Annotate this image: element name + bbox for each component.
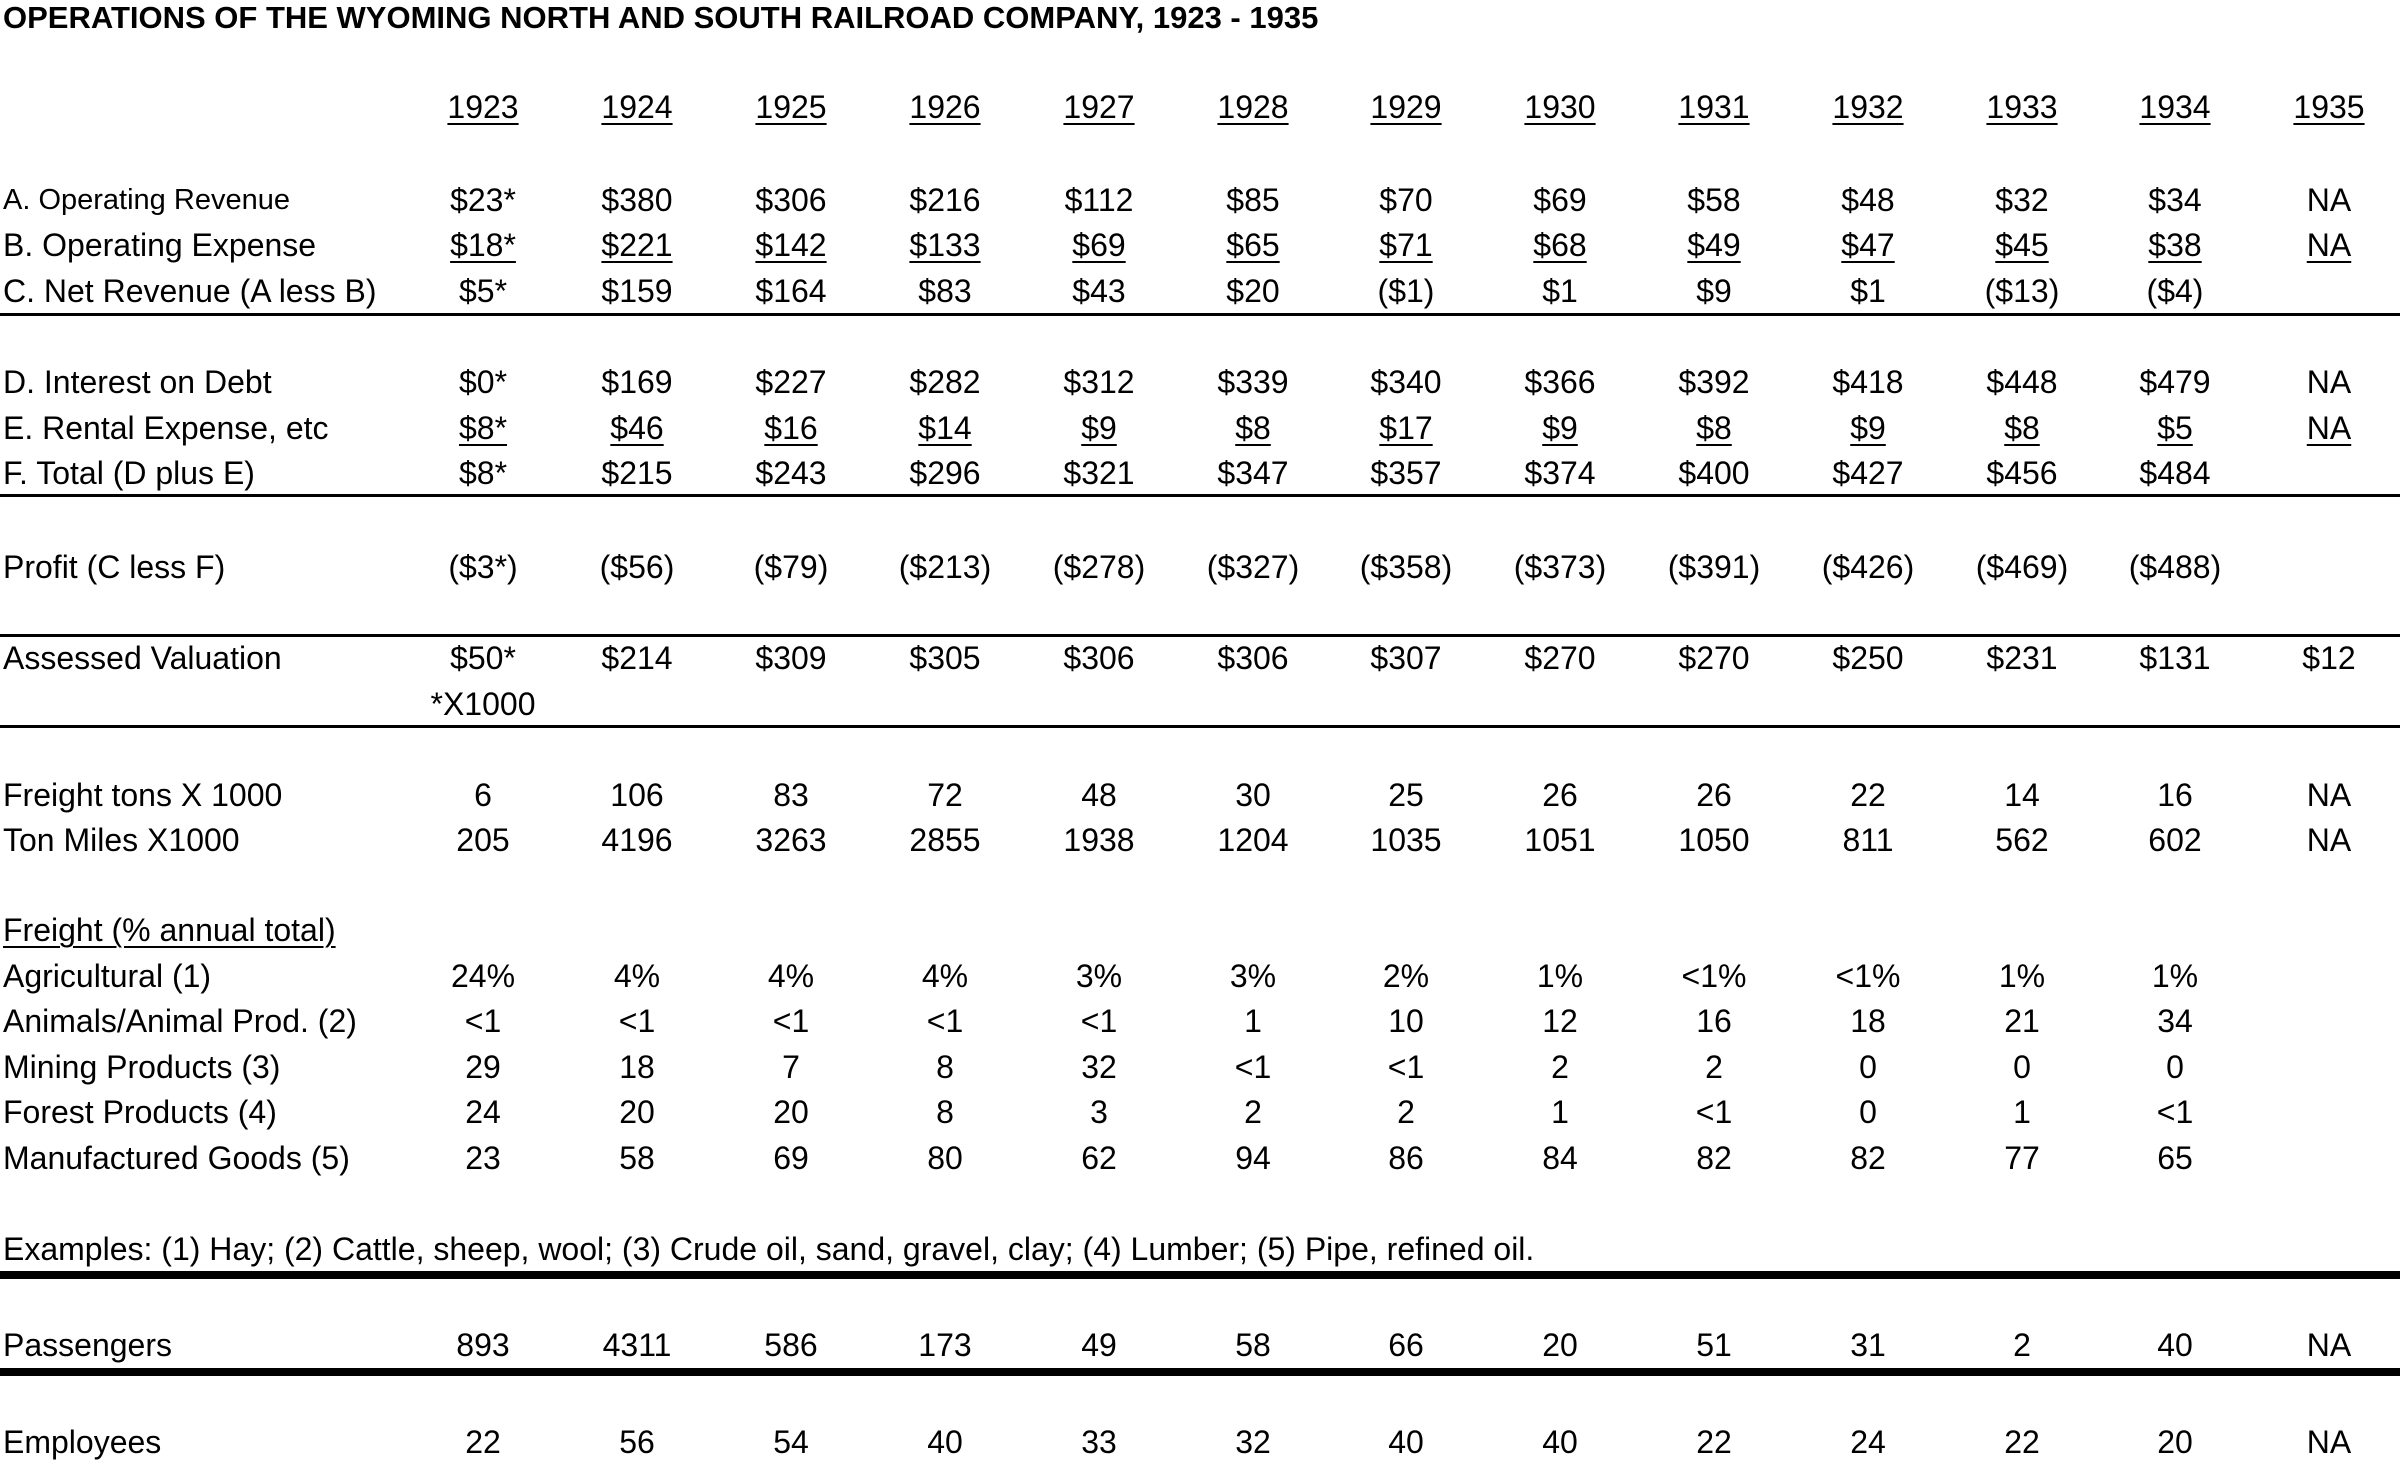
cell-passengers-1928: 58 bbox=[1235, 1327, 1271, 1363]
cell-total_d_e-1928: $347 bbox=[1217, 455, 1289, 491]
cell-animals-1925: <1 bbox=[772, 1003, 810, 1039]
cell-employees-1931: 22 bbox=[1696, 1424, 1732, 1460]
row-label-passengers: Passengers bbox=[3, 1327, 172, 1363]
cell-assessed_valuation-1934: $131 bbox=[2139, 640, 2211, 676]
cell-agricultural-1932: <1% bbox=[1835, 958, 1901, 994]
cell-agricultural-1923: 24% bbox=[450, 958, 516, 994]
cell-forest-1923: 24 bbox=[465, 1094, 501, 1130]
cell-rental_expense-1928: $8 bbox=[1235, 410, 1271, 446]
cell-operating_revenue-1923: $23* bbox=[450, 182, 516, 218]
cell-rental_expense-1923: $8* bbox=[458, 410, 508, 446]
cell-forest-1927: 3 bbox=[1090, 1094, 1108, 1130]
cell-total_d_e-1934: $484 bbox=[2139, 455, 2211, 491]
cell-net_revenue-1933: ($13) bbox=[1984, 273, 2060, 309]
row-label-assessed_valuation: Assessed Valuation bbox=[3, 640, 282, 676]
cell-operating_expense-1934: $38 bbox=[2148, 227, 2202, 263]
cell-forest-1934: <1 bbox=[2156, 1094, 2194, 1130]
cell-profit-1927: ($278) bbox=[1052, 549, 1146, 585]
cell-rental_expense-1924: $46 bbox=[610, 410, 664, 446]
cell-net_revenue-1926: $83 bbox=[918, 273, 972, 309]
year-header-1934: 1934 bbox=[2139, 89, 2211, 125]
cell-rental_expense-1925: $16 bbox=[764, 410, 818, 446]
cell-agricultural-1928: 3% bbox=[1229, 958, 1277, 994]
cell-net_revenue-1929: ($1) bbox=[1377, 273, 1435, 309]
year-header-1932: 1932 bbox=[1832, 89, 1904, 125]
cell-ton_miles-1927: 1938 bbox=[1063, 822, 1135, 858]
cell-operating_expense-1925: $142 bbox=[755, 227, 827, 263]
cell-total_d_e-1927: $321 bbox=[1063, 455, 1135, 491]
cell-freight_tons-1933: 14 bbox=[2004, 777, 2040, 813]
year-header-1926: 1926 bbox=[909, 89, 981, 125]
cell-rental_expense-1926: $14 bbox=[918, 410, 972, 446]
cell-interest_on_debt-1931: $392 bbox=[1678, 364, 1750, 400]
cell-assessed_valuation-1931: $270 bbox=[1678, 640, 1750, 676]
cell-interest_on_debt-1928: $339 bbox=[1217, 364, 1289, 400]
cell-passengers-1926: 173 bbox=[918, 1327, 972, 1363]
cell-ton_miles-1933: 562 bbox=[1995, 822, 2049, 858]
cell-animals-1929: 10 bbox=[1388, 1003, 1424, 1039]
cell-rental_expense-1931: $8 bbox=[1696, 410, 1732, 446]
divider-profit bbox=[0, 634, 2400, 637]
cell-mining-1930: 2 bbox=[1551, 1049, 1569, 1085]
cell-assessed_valuation-1929: $307 bbox=[1370, 640, 1442, 676]
cell-operating_expense-1928: $65 bbox=[1226, 227, 1280, 263]
cell-freight_tons-1931: 26 bbox=[1696, 777, 1732, 813]
cell-forest-1924: 20 bbox=[619, 1094, 655, 1130]
cell-operating_revenue-1933: $32 bbox=[1995, 182, 2049, 218]
cell-animals-1923: <1 bbox=[464, 1003, 502, 1039]
cell-mining-1931: 2 bbox=[1705, 1049, 1723, 1085]
cell-passengers-1929: 66 bbox=[1388, 1327, 1424, 1363]
cell-net_revenue-1923: $5* bbox=[458, 273, 508, 309]
cell-manufactured-1929: 86 bbox=[1388, 1140, 1424, 1176]
cell-manufactured-1925: 69 bbox=[773, 1140, 809, 1176]
cell-operating_revenue-1927: $112 bbox=[1064, 182, 1134, 218]
cell-interest_on_debt-1927: $312 bbox=[1063, 364, 1135, 400]
cell-animals-1932: 18 bbox=[1850, 1003, 1886, 1039]
cell-freight_tons-1924: 106 bbox=[610, 777, 664, 813]
cell-interest_on_debt-1932: $418 bbox=[1832, 364, 1904, 400]
cell-manufactured-1926: 80 bbox=[927, 1140, 963, 1176]
cell-assessed_valuation-1930: $270 bbox=[1524, 640, 1596, 676]
cell-operating_revenue-1932: $48 bbox=[1841, 182, 1895, 218]
cell-freight_tons-1926: 72 bbox=[927, 777, 963, 813]
cell-ton_miles-1929: 1035 bbox=[1370, 822, 1442, 858]
cell-interest_on_debt-1933: $448 bbox=[1986, 364, 2058, 400]
cell-net_revenue-1934: ($4) bbox=[2146, 273, 2204, 309]
divider-examples bbox=[0, 1271, 2400, 1279]
row-label-net_revenue: C. Net Revenue (A less B) bbox=[3, 273, 377, 309]
cell-operating_revenue-1926: $216 bbox=[909, 182, 981, 218]
cell-profit-1931: ($391) bbox=[1667, 549, 1761, 585]
cell-mining-1933: 0 bbox=[2013, 1049, 2031, 1085]
cell-agricultural-1929: 2% bbox=[1382, 958, 1430, 994]
cell-interest_on_debt-1926: $282 bbox=[909, 364, 981, 400]
cell-operating_expense-1932: $47 bbox=[1841, 227, 1895, 263]
cell-operating_expense-1929: $71 bbox=[1379, 227, 1433, 263]
cell-operating_revenue-1929: $70 bbox=[1379, 182, 1433, 218]
cell-total_d_e-1931: $400 bbox=[1678, 455, 1750, 491]
cell-passengers-1934: 40 bbox=[2157, 1327, 2193, 1363]
cell-total_d_e-1929: $357 bbox=[1370, 455, 1442, 491]
cell-agricultural-1925: 4% bbox=[767, 958, 815, 994]
cell-ton_miles-1930: 1051 bbox=[1524, 822, 1596, 858]
divider-net-revenue bbox=[0, 313, 2400, 316]
cell-employees-1934: 20 bbox=[2157, 1424, 2193, 1460]
cell-assessed_valuation-1925: $309 bbox=[755, 640, 827, 676]
cell-ton_miles-1935: NA bbox=[2306, 822, 2352, 858]
cell-profit-1928: ($327) bbox=[1206, 549, 1300, 585]
cell-operating_expense-1924: $221 bbox=[601, 227, 673, 263]
cell-passengers-1923: 893 bbox=[456, 1327, 510, 1363]
cell-operating_revenue-1925: $306 bbox=[755, 182, 827, 218]
year-header-1931: 1931 bbox=[1678, 89, 1750, 125]
cell-freight_tons-1930: 26 bbox=[1542, 777, 1578, 813]
year-header-1929: 1929 bbox=[1370, 89, 1442, 125]
row-label-interest_on_debt: D. Interest on Debt bbox=[3, 364, 272, 400]
cell-freight_tons-1932: 22 bbox=[1850, 777, 1886, 813]
year-header-1923: 1923 bbox=[447, 89, 519, 125]
cell-employees-1932: 24 bbox=[1850, 1424, 1886, 1460]
cell-operating_revenue-1924: $380 bbox=[601, 182, 673, 218]
cell-profit-1923: ($3*) bbox=[448, 549, 518, 585]
year-header-1924: 1924 bbox=[601, 89, 673, 125]
year-header-1935: 1935 bbox=[2293, 89, 2365, 125]
cell-operating_expense-1930: $68 bbox=[1533, 227, 1587, 263]
cell-agricultural-1934: 1% bbox=[2151, 958, 2199, 994]
cell-manufactured-1933: 77 bbox=[2004, 1140, 2040, 1176]
year-header-1925: 1925 bbox=[755, 89, 827, 125]
cell-mining-1927: 32 bbox=[1081, 1049, 1117, 1085]
row-label-operating_expense: B. Operating Expense bbox=[3, 227, 317, 263]
x1000-note: *X1000 bbox=[430, 686, 536, 722]
cell-ton_miles-1934: 602 bbox=[2148, 822, 2202, 858]
cell-operating_expense-1935: NA bbox=[2306, 227, 2352, 263]
cell-animals-1931: 16 bbox=[1696, 1003, 1732, 1039]
cell-employees-1927: 33 bbox=[1081, 1424, 1117, 1460]
cell-rental_expense-1935: NA bbox=[2306, 410, 2352, 446]
cell-manufactured-1932: 82 bbox=[1850, 1140, 1886, 1176]
divider-total bbox=[0, 494, 2400, 497]
cell-animals-1933: 21 bbox=[2004, 1003, 2040, 1039]
cell-total_d_e-1932: $427 bbox=[1832, 455, 1904, 491]
cell-net_revenue-1924: $159 bbox=[601, 273, 673, 309]
cell-employees-1923: 22 bbox=[465, 1424, 501, 1460]
cell-profit-1934: ($488) bbox=[2128, 549, 2222, 585]
cell-passengers-1924: 4311 bbox=[602, 1327, 672, 1363]
cell-operating_revenue-1931: $58 bbox=[1687, 182, 1741, 218]
cell-mining-1924: 18 bbox=[619, 1049, 655, 1085]
cell-ton_miles-1924: 4196 bbox=[601, 822, 673, 858]
cell-manufactured-1923: 23 bbox=[465, 1140, 501, 1176]
cell-mining-1926: 8 bbox=[936, 1049, 954, 1085]
cell-total_d_e-1930: $374 bbox=[1524, 455, 1596, 491]
cell-rental_expense-1933: $8 bbox=[2004, 410, 2040, 446]
cell-total_d_e-1933: $456 bbox=[1986, 455, 2058, 491]
cell-agricultural-1924: 4% bbox=[613, 958, 661, 994]
cell-freight_tons-1927: 48 bbox=[1081, 777, 1117, 813]
cell-forest-1932: 0 bbox=[1859, 1094, 1877, 1130]
cell-assessed_valuation-1932: $250 bbox=[1832, 640, 1904, 676]
cell-freight_tons-1935: NA bbox=[2306, 777, 2352, 813]
examples-note: Examples: (1) Hay; (2) Cattle, sheep, wool; (3) Crude oil, sand, gravel, clay; (4) Lumber; (5) Pipe, refined oil. bbox=[3, 1231, 1535, 1267]
freight-section-header: Freight (% annual total) bbox=[3, 912, 336, 948]
cell-operating_expense-1926: $133 bbox=[909, 227, 981, 263]
cell-profit-1924: ($56) bbox=[599, 549, 675, 585]
cell-interest_on_debt-1930: $366 bbox=[1524, 364, 1596, 400]
cell-ton_miles-1931: 1050 bbox=[1678, 822, 1750, 858]
cell-assessed_valuation-1924: $214 bbox=[601, 640, 673, 676]
year-header-1927: 1927 bbox=[1063, 89, 1135, 125]
cell-net_revenue-1931: $9 bbox=[1696, 273, 1732, 309]
cell-rental_expense-1927: $9 bbox=[1081, 410, 1117, 446]
cell-freight_tons-1923: 6 bbox=[474, 777, 492, 813]
cell-animals-1924: <1 bbox=[618, 1003, 656, 1039]
cell-animals-1927: <1 bbox=[1080, 1003, 1118, 1039]
cell-operating_revenue-1935: NA bbox=[2306, 182, 2352, 218]
cell-passengers-1931: 51 bbox=[1696, 1327, 1732, 1363]
cell-manufactured-1930: 84 bbox=[1542, 1140, 1578, 1176]
cell-interest_on_debt-1934: $479 bbox=[2139, 364, 2211, 400]
cell-profit-1932: ($426) bbox=[1821, 549, 1915, 585]
cell-total_d_e-1923: $8* bbox=[458, 455, 508, 491]
cell-animals-1930: 12 bbox=[1542, 1003, 1578, 1039]
cell-ton_miles-1932: 811 bbox=[1842, 822, 1894, 858]
cell-assessed_valuation-1927: $306 bbox=[1063, 640, 1135, 676]
cell-employees-1925: 54 bbox=[773, 1424, 809, 1460]
cell-assessed_valuation-1928: $306 bbox=[1217, 640, 1289, 676]
cell-employees-1935: NA bbox=[2306, 1424, 2352, 1460]
row-label-animals: Animals/Animal Prod. (2) bbox=[3, 1003, 357, 1039]
cell-net_revenue-1932: $1 bbox=[1850, 273, 1886, 309]
cell-passengers-1930: 20 bbox=[1542, 1327, 1578, 1363]
row-label-freight_tons: Freight tons X 1000 bbox=[3, 777, 283, 813]
divider-passengers bbox=[0, 1368, 2400, 1376]
cell-interest_on_debt-1924: $169 bbox=[601, 364, 673, 400]
cell-employees-1924: 56 bbox=[619, 1424, 655, 1460]
cell-rental_expense-1934: $5 bbox=[2157, 410, 2193, 446]
cell-passengers-1933: 2 bbox=[2013, 1327, 2031, 1363]
cell-animals-1926: <1 bbox=[926, 1003, 964, 1039]
cell-ton_miles-1925: 3263 bbox=[755, 822, 827, 858]
cell-assessed_valuation-1935: $12 bbox=[2302, 640, 2356, 676]
cell-mining-1934: 0 bbox=[2166, 1049, 2184, 1085]
cell-forest-1928: 2 bbox=[1244, 1094, 1262, 1130]
row-label-agricultural: Agricultural (1) bbox=[3, 958, 212, 994]
cell-interest_on_debt-1925: $227 bbox=[755, 364, 827, 400]
year-header-1933: 1933 bbox=[1986, 89, 2058, 125]
cell-freight_tons-1929: 25 bbox=[1388, 777, 1424, 813]
cell-profit-1926: ($213) bbox=[898, 549, 992, 585]
cell-agricultural-1933: 1% bbox=[1998, 958, 2046, 994]
cell-mining-1925: 7 bbox=[782, 1049, 800, 1085]
cell-rental_expense-1932: $9 bbox=[1850, 410, 1886, 446]
cell-employees-1930: 40 bbox=[1542, 1424, 1578, 1460]
cell-animals-1934: 34 bbox=[2157, 1003, 2193, 1039]
cell-profit-1929: ($358) bbox=[1359, 549, 1453, 585]
row-label-rental_expense: E. Rental Expense, etc bbox=[3, 410, 329, 446]
cell-forest-1925: 20 bbox=[773, 1094, 809, 1130]
cell-operating_revenue-1934: $34 bbox=[2148, 182, 2202, 218]
cell-freight_tons-1928: 30 bbox=[1235, 777, 1271, 813]
cell-animals-1928: 1 bbox=[1244, 1003, 1262, 1039]
cell-agricultural-1926: 4% bbox=[921, 958, 969, 994]
cell-agricultural-1931: <1% bbox=[1681, 958, 1747, 994]
cell-operating_expense-1931: $49 bbox=[1687, 227, 1741, 263]
year-header-1930: 1930 bbox=[1524, 89, 1596, 125]
cell-mining-1929: <1 bbox=[1387, 1049, 1425, 1085]
cell-assessed_valuation-1926: $305 bbox=[909, 640, 981, 676]
cell-operating_revenue-1928: $85 bbox=[1226, 182, 1280, 218]
cell-employees-1929: 40 bbox=[1388, 1424, 1424, 1460]
cell-operating_revenue-1930: $69 bbox=[1533, 182, 1587, 218]
cell-freight_tons-1925: 83 bbox=[773, 777, 809, 813]
cell-ton_miles-1928: 1204 bbox=[1217, 822, 1289, 858]
cell-operating_expense-1933: $45 bbox=[1995, 227, 2049, 263]
cell-profit-1930: ($373) bbox=[1513, 549, 1607, 585]
row-label-mining: Mining Products (3) bbox=[3, 1049, 281, 1085]
cell-assessed_valuation-1933: $231 bbox=[1986, 640, 2058, 676]
cell-operating_expense-1927: $69 bbox=[1072, 227, 1126, 263]
cell-passengers-1925: 586 bbox=[764, 1327, 818, 1363]
cell-manufactured-1927: 62 bbox=[1081, 1140, 1117, 1176]
cell-passengers-1932: 31 bbox=[1850, 1327, 1886, 1363]
cell-forest-1926: 8 bbox=[936, 1094, 954, 1130]
page-title: OPERATIONS OF THE WYOMING NORTH AND SOUTH RAILROAD COMPANY, 1923 - 1935 bbox=[3, 0, 1319, 35]
row-label-operating_revenue: A. Operating Revenue bbox=[3, 184, 290, 216]
cell-manufactured-1924: 58 bbox=[619, 1140, 655, 1176]
cell-forest-1930: 1 bbox=[1551, 1094, 1569, 1130]
year-header-1928: 1928 bbox=[1217, 89, 1289, 125]
divider-assessed bbox=[0, 725, 2400, 728]
cell-forest-1929: 2 bbox=[1397, 1094, 1415, 1130]
cell-forest-1933: 1 bbox=[2013, 1094, 2031, 1130]
cell-profit-1925: ($79) bbox=[753, 549, 829, 585]
cell-mining-1928: <1 bbox=[1234, 1049, 1272, 1085]
cell-rental_expense-1930: $9 bbox=[1542, 410, 1578, 446]
cell-passengers-1935: NA bbox=[2306, 1327, 2352, 1363]
cell-employees-1926: 40 bbox=[927, 1424, 963, 1460]
cell-mining-1923: 29 bbox=[465, 1049, 501, 1085]
cell-interest_on_debt-1923: $0* bbox=[458, 364, 508, 400]
cell-net_revenue-1928: $20 bbox=[1226, 273, 1280, 309]
cell-operating_expense-1923: $18* bbox=[450, 227, 516, 263]
cell-interest_on_debt-1935: NA bbox=[2306, 364, 2352, 400]
cell-employees-1933: 22 bbox=[2004, 1424, 2040, 1460]
row-label-forest: Forest Products (4) bbox=[3, 1094, 277, 1130]
cell-net_revenue-1925: $164 bbox=[755, 273, 827, 309]
cell-mining-1932: 0 bbox=[1859, 1049, 1877, 1085]
cell-net_revenue-1927: $43 bbox=[1072, 273, 1126, 309]
cell-ton_miles-1926: 2855 bbox=[909, 822, 981, 858]
cell-assessed_valuation-1923: $50* bbox=[450, 640, 516, 676]
row-label-manufactured: Manufactured Goods (5) bbox=[3, 1140, 350, 1176]
cell-agricultural-1930: 1% bbox=[1536, 958, 1584, 994]
row-label-ton_miles: Ton Miles X1000 bbox=[3, 822, 240, 858]
cell-manufactured-1928: 94 bbox=[1235, 1140, 1271, 1176]
cell-interest_on_debt-1929: $340 bbox=[1370, 364, 1442, 400]
row-label-employees: Employees bbox=[3, 1424, 162, 1460]
cell-net_revenue-1930: $1 bbox=[1542, 273, 1578, 309]
cell-manufactured-1934: 65 bbox=[2157, 1140, 2193, 1176]
cell-ton_miles-1923: 205 bbox=[456, 822, 510, 858]
cell-manufactured-1931: 82 bbox=[1696, 1140, 1732, 1176]
cell-employees-1928: 32 bbox=[1235, 1424, 1271, 1460]
row-label-profit: Profit (C less F) bbox=[3, 549, 226, 585]
cell-total_d_e-1926: $296 bbox=[909, 455, 981, 491]
cell-profit-1933: ($469) bbox=[1975, 549, 2069, 585]
cell-agricultural-1927: 3% bbox=[1075, 958, 1123, 994]
cell-freight_tons-1934: 16 bbox=[2157, 777, 2193, 813]
cell-rental_expense-1929: $17 bbox=[1379, 410, 1433, 446]
cell-total_d_e-1925: $243 bbox=[755, 455, 827, 491]
cell-forest-1931: <1 bbox=[1695, 1094, 1733, 1130]
cell-total_d_e-1924: $215 bbox=[601, 455, 673, 491]
row-label-total_d_e: F. Total (D plus E) bbox=[3, 455, 255, 491]
cell-passengers-1927: 49 bbox=[1081, 1327, 1117, 1363]
